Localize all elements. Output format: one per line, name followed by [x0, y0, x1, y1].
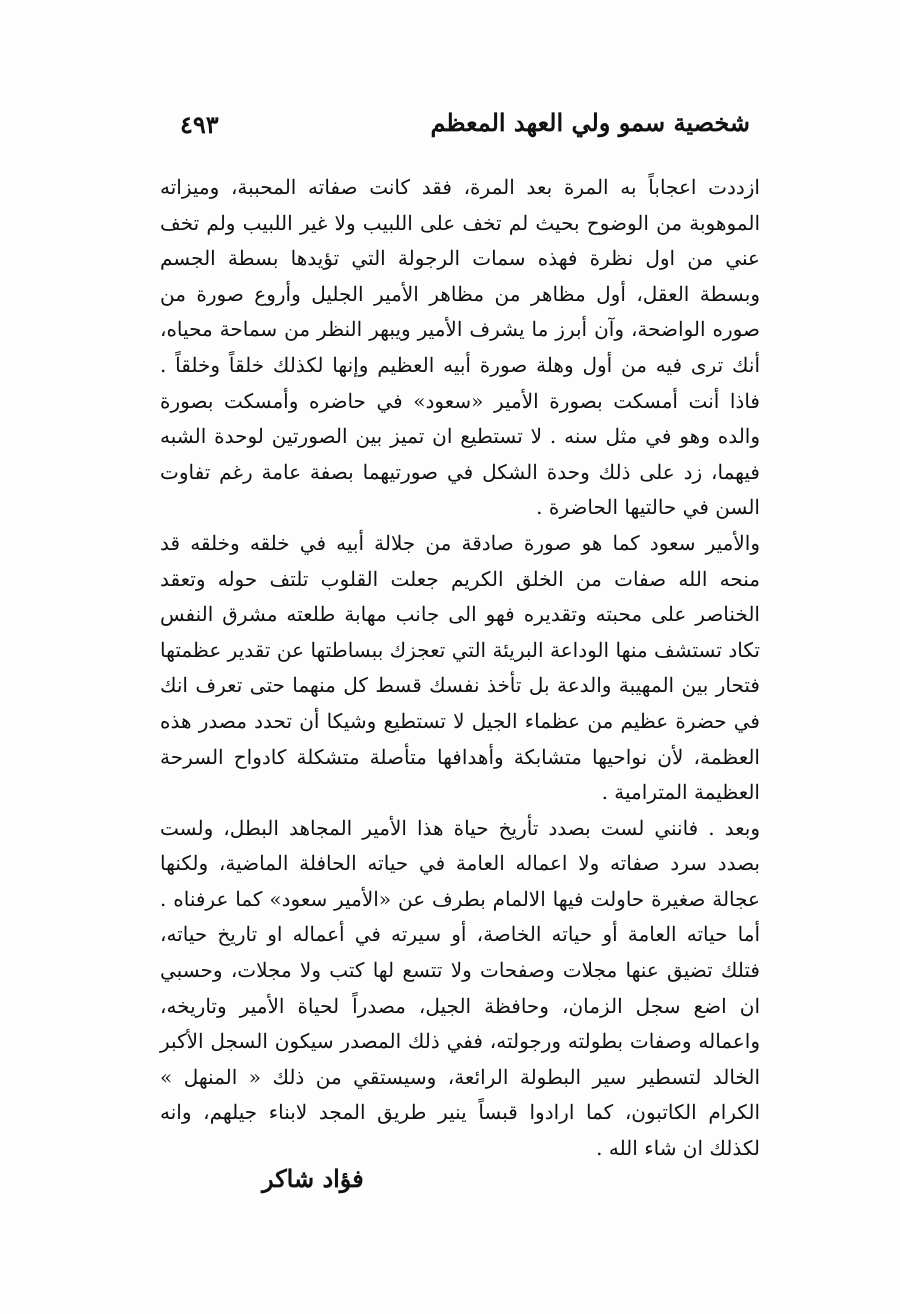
paragraph-2: والأمير سعود كما هو صورة صادقة من جلالة أبيه في خلقه وخلقه قد منحه الله صفات من الخلق الكريم جعلت القلوب تلتف حوله وتعقد الخناصر على محبته وتقديره فهو الى جانب مهابة طلعته مشرق النفس تكاد تستشف منها الوداعة البريئة التي تعجزك ببساطتها عن تقدير عظمتها فتحار بين المهيبة والدعة بل تأخذ نفسك قسط كل منهما حتى تعرف انك في حضرة عظيم من عظماء الجيل لا تستطيع وشيكا أن تحدد مصدر هذه العظمة، لأن نواحيها متشابكة وأهدافها متأصلة متشكلة كادواح السرحة العظيمة المترامية . [160, 530, 760, 805]
page-number: ٤٩٣ [180, 110, 219, 139]
author-signature: فؤاد شاكر [262, 1164, 364, 1193]
running-title: شخصية سمو ولي العهد المعظم [430, 108, 750, 137]
paragraph-3: وبعد . فانني لست بصدد تأريخ حياة هذا الأمير المجاهد البطل، ولست بصدد سرد صفاته ولا اعماله العامة في حياته الحافلة الماضية، ولكنها عجالة صغيرة حاولت فيها الالمام بطرف عن «الأمير سعود» كما عرفناه . أما حياته العامة أو حياته الخاصة، أو سيرته في أعماله او تاريخ حياته، فتلك تضيق عنها مجلات وصفحات ولا تتسع لها كتب ولا مجلات، وحسبي ان اضع سجل الزمان، وحافظة الجيل، مصدراً لحياة الأمير وتاريخه، واعماله وصفات بطولته ورجولته، ففي ذلك المصدر سيكون السجل الأكبر الخالد لتسطير سير البطولة الرائعة، وسيستقي من ذلك « المنهل » الكرام الكاتبون، كما ارادوا قبساً ينير طريق المجد لابناء جيلهم، وانه لكذلك ان شاء الله . [160, 815, 760, 1161]
body-text [160, 170, 760, 1167]
paragraph-1: ازددت اعجاباً به المرة بعد المرة، فقد كانت صفاته المحببة، وميزاته الموهوبة من الوضوح بحيث لم تخف على اللبيب ولا غير اللبيب ولم تخف عني من اول نظرة فهذه سمات الرجولة التي تؤيدها بسطة الجسم وبسطة العقل، أول مظاهر من مظاهر الأمير الجليل وأروع صورة من صوره الواضحة، وآن أبرز ما يشرف الأمير ويبهر النظر من سماحة محياه، أنك ترى فيه من أول وهلة صورة أبيه العظيم وإنها لكذلك خلقاً وخلقاً . فاذا أنت أمسكت بصورة الأمير «سعود» في حاضره وأمسكت بصورة والده وهو في مثل سنه . لا تستطيع ان تميز بين الصورتين لوحدة الشبه فيهما، زد على ذلك وحدة الشكل في صورتيهما بصفة عامة رغم تفاوت السن في حالتيها الحاضرة . [160, 175, 760, 520]
page-header [180, 104, 750, 144]
